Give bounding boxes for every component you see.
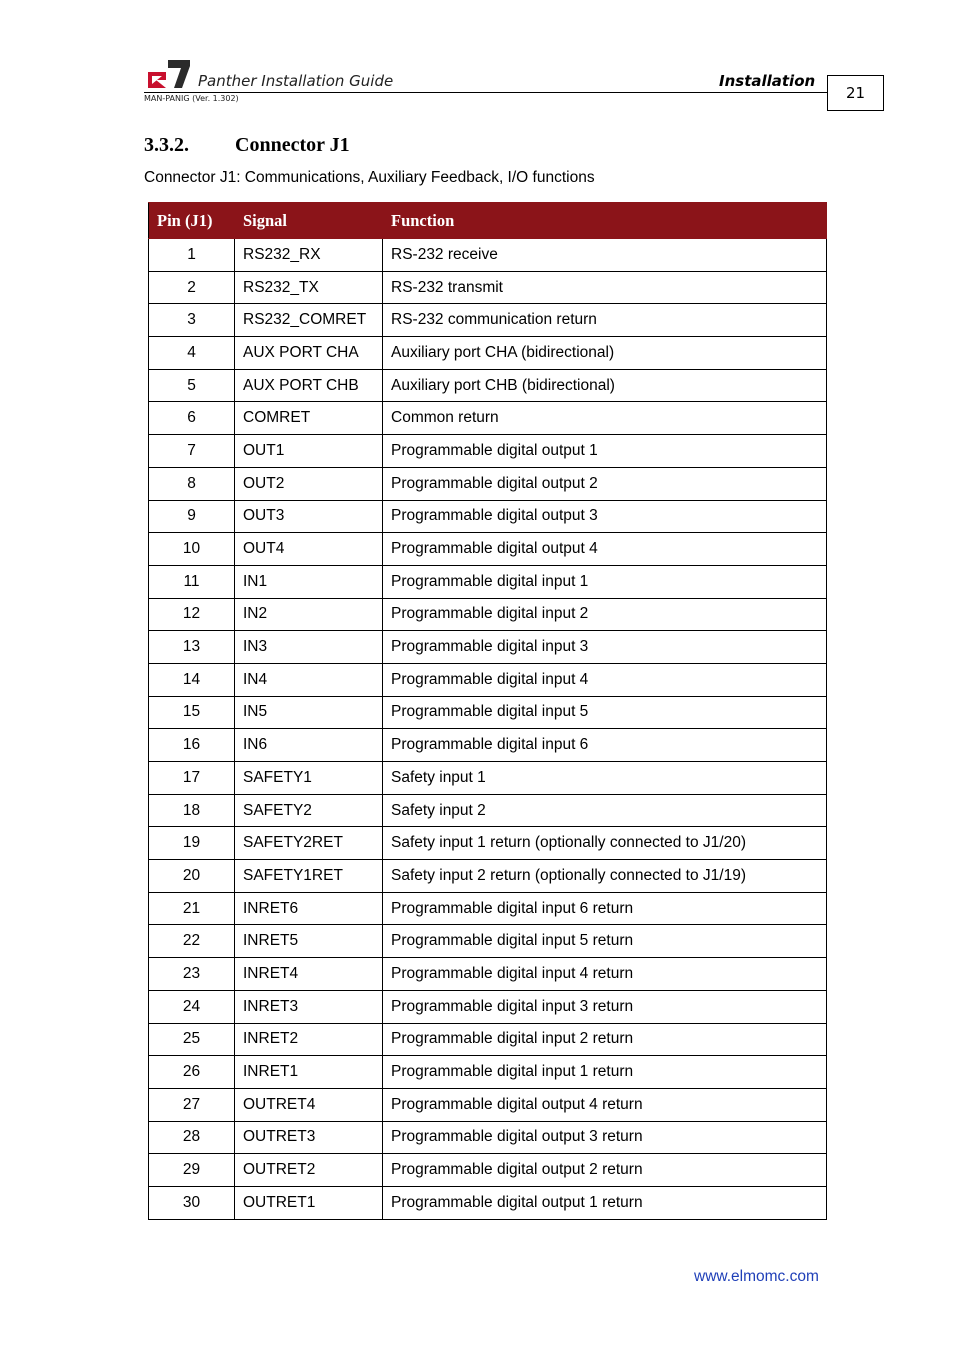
signal-cell: OUTRET2 [235,1154,383,1187]
elmo-logo-icon [148,58,190,88]
function-cell: Programmable digital output 1 return [383,1186,827,1219]
function-cell: Auxiliary port CHB (bidirectional) [383,369,827,402]
function-cell: Safety input 1 [383,762,827,795]
signal-cell: AUX PORT CHB [235,369,383,402]
signal-cell: OUTRET4 [235,1088,383,1121]
table-body [149,239,827,1220]
table-row [149,304,827,337]
signal-cell: IN5 [235,696,383,729]
table-row [149,598,827,631]
signal-cell: SAFETY2 [235,794,383,827]
pin-cell: 21 [149,892,235,925]
pin-cell: 24 [149,990,235,1023]
signal-cell: INRET2 [235,1023,383,1056]
column-header-signal: Signal [235,203,383,239]
table-row [149,435,827,468]
signal-cell: SAFETY2RET [235,827,383,860]
function-cell: RS-232 receive [383,239,827,272]
table-row [149,892,827,925]
function-cell: Programmable digital output 1 [383,435,827,468]
function-cell: Safety input 2 [383,794,827,827]
signal-cell: OUT2 [235,467,383,500]
signal-cell: IN6 [235,729,383,762]
function-cell: Common return [383,402,827,435]
function-cell: Programmable digital output 2 [383,467,827,500]
table-row [149,729,827,762]
function-cell: Programmable digital input 1 return [383,1056,827,1089]
signal-cell: RS232_TX [235,271,383,304]
signal-cell: IN4 [235,663,383,696]
pin-cell: 3 [149,304,235,337]
function-cell: RS-232 transmit [383,271,827,304]
signal-cell: OUTRET3 [235,1121,383,1154]
pin-cell: 16 [149,729,235,762]
signal-cell: IN1 [235,565,383,598]
pin-cell: 10 [149,533,235,566]
pin-cell: 22 [149,925,235,958]
pin-cell: 12 [149,598,235,631]
signal-cell: INRET4 [235,958,383,991]
function-cell: Programmable digital output 4 return [383,1088,827,1121]
pin-cell: 7 [149,435,235,468]
pin-cell: 20 [149,860,235,893]
signal-cell: IN2 [235,598,383,631]
table-row [149,467,827,500]
footer-website-link[interactable]: www.elmomc.com [694,1268,819,1285]
function-cell: Programmable digital output 3 [383,500,827,533]
signal-cell: RS232_RX [235,239,383,272]
function-cell: Programmable digital input 2 return [383,1023,827,1056]
signal-cell: SAFETY1 [235,762,383,795]
table-row [149,1186,827,1219]
function-cell: Programmable digital input 1 [383,565,827,598]
signal-cell: OUT4 [235,533,383,566]
function-cell: Programmable digital output 4 [383,533,827,566]
table-row [149,631,827,664]
table-header-row [149,203,827,239]
signal-cell: INRET3 [235,990,383,1023]
function-cell: Safety input 2 return (optionally connected to J1/19) [383,860,827,893]
pin-cell: 9 [149,500,235,533]
column-header-pin: Pin (J1) [149,203,235,239]
document-version: MAN-PANIG (Ver. 1.302) [144,94,239,103]
function-cell: Auxiliary port CHA (bidirectional) [383,337,827,370]
section-number: 3.3.2. [144,134,189,156]
signal-cell: AUX PORT CHA [235,337,383,370]
table-row [149,1154,827,1187]
table-row [149,271,827,304]
table-row [149,696,827,729]
signal-cell: INRET6 [235,892,383,925]
signal-cell: OUT3 [235,500,383,533]
table-row [149,565,827,598]
function-cell: Programmable digital input 6 [383,729,827,762]
signal-cell: OUTRET1 [235,1186,383,1219]
section-label: Installation [719,72,816,90]
table-row [149,958,827,991]
function-cell: Programmable digital output 3 return [383,1121,827,1154]
pin-cell: 18 [149,794,235,827]
pin-cell: 11 [149,565,235,598]
signal-cell: OUT1 [235,435,383,468]
table-row [149,794,827,827]
table-row [149,1121,827,1154]
section-subtitle: Connector J1: Communications, Auxiliary Feedback, I/O functions [144,169,595,186]
function-cell: Programmable digital input 2 [383,598,827,631]
signal-cell: INRET1 [235,1056,383,1089]
signal-cell: RS232_COMRET [235,304,383,337]
document-title: Panther Installation Guide [198,72,394,90]
pin-cell: 4 [149,337,235,370]
signal-cell: INRET5 [235,925,383,958]
section-heading [144,134,350,157]
table-row [149,925,827,958]
connector-j1-table [148,202,827,1220]
function-cell: Safety input 1 return (optionally connected to J1/20) [383,827,827,860]
header-divider [144,92,827,93]
table-row [149,533,827,566]
table-row [149,500,827,533]
function-cell: Programmable digital input 4 return [383,958,827,991]
section-title: Connector J1 [235,134,350,156]
pin-cell: 27 [149,1088,235,1121]
table-row [149,369,827,402]
pin-cell: 2 [149,271,235,304]
function-cell: Programmable digital input 5 [383,696,827,729]
pin-cell: 17 [149,762,235,795]
function-cell: Programmable digital input 6 return [383,892,827,925]
function-cell: Programmable digital input 4 [383,663,827,696]
table-row [149,663,827,696]
table-row [149,239,827,272]
pin-cell: 19 [149,827,235,860]
pin-cell: 15 [149,696,235,729]
pin-cell: 25 [149,1023,235,1056]
function-cell: Programmable digital input 5 return [383,925,827,958]
pin-cell: 13 [149,631,235,664]
function-cell: RS-232 communication return [383,304,827,337]
signal-cell: COMRET [235,402,383,435]
table-row [149,990,827,1023]
pin-cell: 5 [149,369,235,402]
signal-cell: SAFETY1RET [235,860,383,893]
column-header-function: Function [383,203,827,239]
pin-cell: 23 [149,958,235,991]
table-row [149,827,827,860]
table-row [149,762,827,795]
function-cell: Programmable digital input 3 return [383,990,827,1023]
function-cell: Programmable digital input 3 [383,631,827,664]
pin-cell: 1 [149,239,235,272]
table-row [149,337,827,370]
signal-cell: IN3 [235,631,383,664]
function-cell: Programmable digital output 2 return [383,1154,827,1187]
table-row [149,402,827,435]
pin-cell: 8 [149,467,235,500]
pin-cell: 30 [149,1186,235,1219]
page-number: 21 [827,75,884,111]
table-row [149,1023,827,1056]
table-row [149,860,827,893]
table-row [149,1088,827,1121]
pin-cell: 28 [149,1121,235,1154]
pin-cell: 26 [149,1056,235,1089]
table-row [149,1056,827,1089]
pin-cell: 6 [149,402,235,435]
pin-cell: 29 [149,1154,235,1187]
pin-cell: 14 [149,663,235,696]
